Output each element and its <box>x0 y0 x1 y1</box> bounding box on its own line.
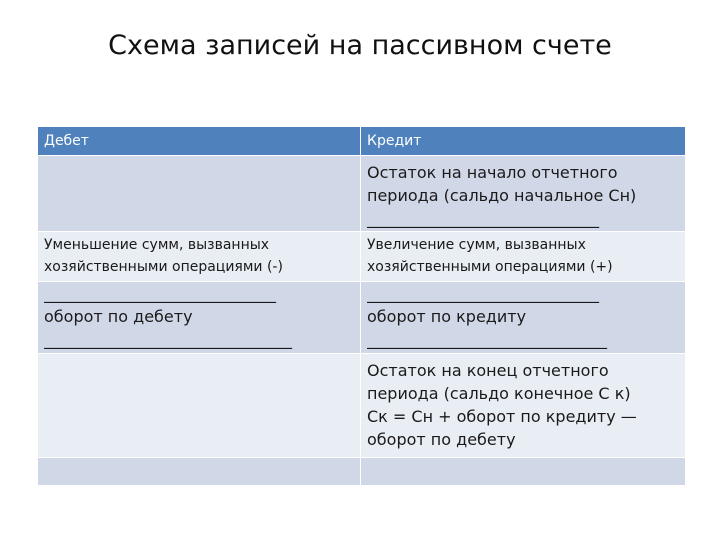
text-line: хозяйственными операциями (-) <box>44 259 283 275</box>
credit-cell-increase <box>361 232 686 282</box>
text-line: Остаток на конец отчетного <box>367 361 609 380</box>
text-line: _____________________________ <box>44 284 276 303</box>
text-line: периода (сальдо конечное С к) <box>367 384 631 403</box>
text-line: периода (сальдо начальное Сн) <box>367 186 637 205</box>
passive-account-table <box>37 126 686 486</box>
text-line: _____________________________ <box>367 209 599 228</box>
table-row <box>38 232 686 282</box>
debit-cell-empty <box>38 354 361 458</box>
text-line: Увеличение сумм, вызванных <box>367 237 586 253</box>
credit-cell-turnover <box>361 282 686 354</box>
text-line: Остаток на начало отчетного <box>367 163 618 182</box>
credit-cell-opening-balance <box>361 156 686 232</box>
text-line: _____________________________ <box>367 284 599 303</box>
table-row <box>38 282 686 354</box>
text-line: хозяйственными операциями (+) <box>367 259 613 275</box>
text-line: Ск = Сн + оборот по кредиту — <box>367 407 637 426</box>
text-line: ______________________________ <box>367 330 607 349</box>
debit-cell-empty <box>38 458 361 486</box>
header-credit: Кредит <box>361 127 686 156</box>
text-line: оборот по кредиту <box>367 307 527 326</box>
text-line: оборот по дебету <box>367 430 516 449</box>
text-line: оборот по дебету <box>44 307 193 326</box>
credit-cell-empty <box>361 458 686 486</box>
table-row <box>38 458 686 486</box>
text-line: _______________________________ <box>44 330 292 349</box>
debit-cell-empty <box>38 156 361 232</box>
table-row <box>38 354 686 458</box>
debit-cell-decrease <box>38 232 361 282</box>
credit-cell-closing-balance <box>361 354 686 458</box>
header-debit: Дебет <box>38 127 361 156</box>
table-row <box>38 156 686 232</box>
text-line: Уменьшение сумм, вызванных <box>44 237 270 253</box>
slide-title: Схема записей на пассивном счете <box>108 30 612 61</box>
debit-cell-turnover <box>38 282 361 354</box>
table-header-row <box>38 127 686 156</box>
